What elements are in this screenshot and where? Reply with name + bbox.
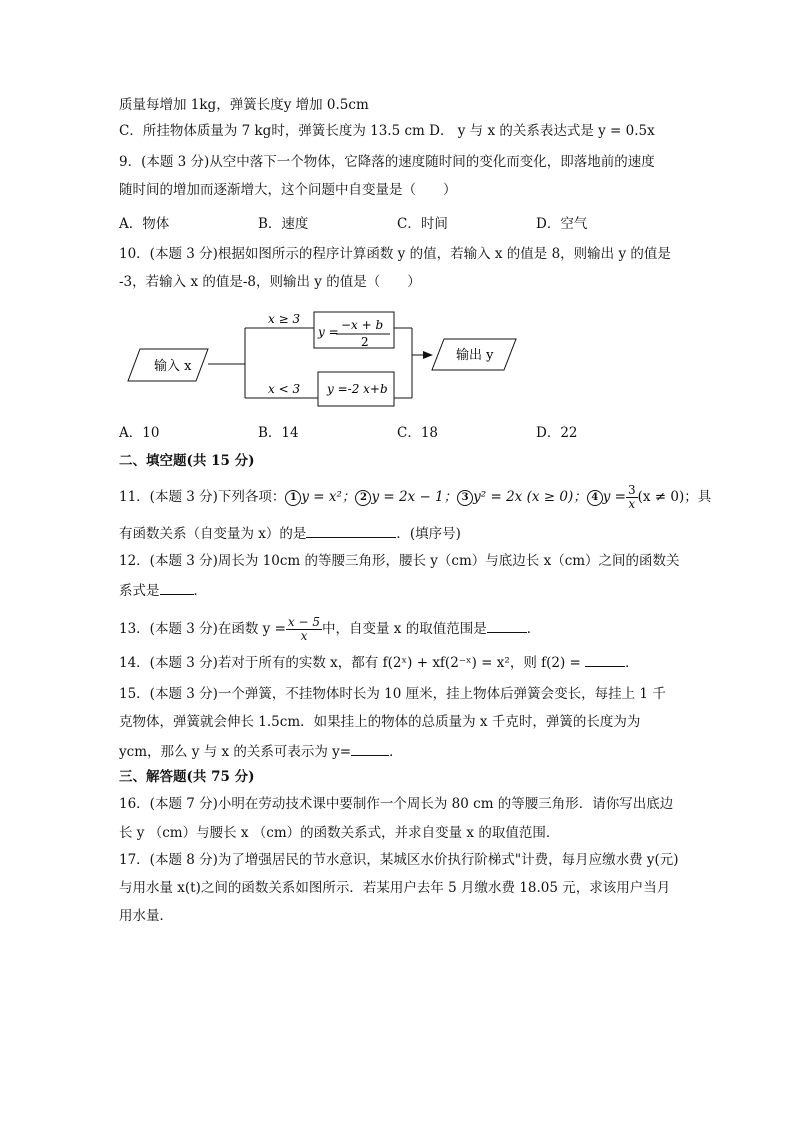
flow-input-label: 输入 x <box>154 359 192 374</box>
q13-fraction <box>286 616 322 643</box>
flow-arrow-head <box>423 351 433 359</box>
q14-text: 14．(本题 3 分)若对于所有的实数 x，都有 f(2ˣ) + xf(2⁻ˣ) = x²，则 f(2) = <box>119 655 581 671</box>
q13-denominator: x <box>300 629 308 643</box>
flow-formula-top-denominator: 2 <box>361 335 369 349</box>
q9-stem-line1: 9．(本题 3 分)从空中落下一个物体，它降落的速度随时间的变化而变化，即落地前的速度 <box>119 154 655 170</box>
q12-answer-blank[interactable] <box>160 580 194 595</box>
q13-answer-blank[interactable] <box>487 618 527 633</box>
q10-option-c: C．18 <box>397 425 439 441</box>
flow-condition-bottom: x < 3 <box>268 382 301 396</box>
q17-stem-line2: 与用水量 x(t)之间的函数关系如图所示．若某用户去年 5 月缴水费 18.05 元，求该用户当月 <box>119 880 671 896</box>
q10-stem-line2: -3，若输入 x 的值是-8，则输出 y 的值是（ ） <box>119 274 421 290</box>
q17-stem-line3: 用水量． <box>119 908 173 924</box>
q16-stem-line2: 长 y （cm）与腰长 x （cm）的函数关系式，并求自变量 x 的取值范围． <box>119 825 560 841</box>
q11-item-4-fraction <box>626 484 638 511</box>
q13-suffix: 中，自变量 x 的取值范围是 <box>322 621 487 637</box>
q15-stem-line2: 克物体，弹簧就会伸长 1.5cm．如果挂上的物体的总质量为 x 千克时，弹簧的长度为为 <box>119 714 641 730</box>
q12-line2-b: ． <box>193 583 207 599</box>
q11-item-4-lhs: y = <box>602 489 626 505</box>
q16-stem-line1: 16．(本题 7 分)小明在劳动技术课中要制作一个周长为 80 cm 的等腰三角形．请你写出底边 <box>119 796 674 812</box>
q11-line2-b: ．(填序号) <box>396 526 461 542</box>
q10-stem-line1: 10．(本题 3 分)根据如图所示的程序计算函数 y 的值，若输入 x 的值是 8，则输出 y 的值是 <box>119 246 671 262</box>
flow-condition-top: x ≥ 3 <box>268 312 301 326</box>
q11-circle-2: 2 <box>355 490 371 506</box>
q11-item-2: y = 2x − 1； <box>371 489 458 505</box>
q14-answer-blank[interactable] <box>585 652 625 667</box>
q13-prefix: 13．(本题 3 分)在函数 y = <box>119 621 286 637</box>
flow-output-label: 输出 y <box>456 348 494 363</box>
q15-stem-line1: 15．(本题 3 分)一个弹簧，不挂物体时长为 10 厘米，挂上物体后弹簧会变长，每挂上 1 千 <box>119 686 666 702</box>
flow-formula-top-lhs: y = <box>318 325 339 339</box>
section-fill-in-heading: 二、填空题(共 15 分) <box>119 453 255 469</box>
q13-end: ． <box>526 621 541 637</box>
q10-option-b: B．14 <box>258 425 299 441</box>
q9-stem-line2: 随时间的增加而逐渐增大，这个问题中自变量是（ ） <box>119 182 457 198</box>
q11-stem-line1 <box>119 484 711 511</box>
q17-stem-line1: 17．(本题 8 分)为了增强居民的节水意识，某城区水价执行阶梯式"计费，每月应缴水费 y(元) <box>119 852 679 868</box>
q13-stem <box>119 616 540 643</box>
q15-stem-line3 <box>119 741 403 762</box>
q8-options-cd: C．所挂物体质量为 7 kg时，弹簧长度为 13.5 cm D． y 与 x 的关系表达式是 y = 0.5x <box>119 123 655 139</box>
q11-item-4-numerator: 3 <box>627 483 636 497</box>
q11-answer-blank[interactable] <box>306 523 396 538</box>
q9-option-c: C．时间 <box>397 216 448 232</box>
q11-prefix: 11．(本题 3 分)下列各项： <box>119 489 286 505</box>
q11-item-1: y = x²； <box>301 489 356 505</box>
q11-circle-4: 4 <box>587 490 603 506</box>
flow-formula-bottom: y =-2 x+b <box>327 382 388 396</box>
q9-option-a: A．物体 <box>119 216 170 232</box>
q9-option-b: B．速度 <box>258 216 309 232</box>
q11-item-4-denominator: x <box>628 497 636 511</box>
q11-item-3: y² = 2x (x ≥ 0)； <box>473 489 587 505</box>
q15-answer-blank[interactable] <box>351 741 389 756</box>
q11-line2-a: 有函数关系（自变量为 x）的是 <box>119 526 307 542</box>
q13-numerator: x − 5 <box>287 615 320 629</box>
q12-line2-a: 系式是 <box>119 583 160 599</box>
q11-stem-line2 <box>119 523 461 544</box>
section-answer-heading: 三、解答题(共 75 分) <box>119 769 255 785</box>
q11-circle-3: 3 <box>457 490 473 506</box>
q15-line3-b: ． <box>389 744 403 760</box>
q9-option-d: D．空气 <box>536 216 588 232</box>
q15-line3-a: ycm，那么 y 与 x 的关系可表示为 y= <box>119 744 352 760</box>
q10-option-a: A．10 <box>119 425 160 441</box>
q12-stem-line1: 12．(本题 3 分)周长为 10cm 的等腰三角形，腰长 y（cm）与底边长 x（cm）之间的函数关 <box>119 553 680 569</box>
q14-end: ． <box>625 655 639 671</box>
q10-option-d: D．22 <box>536 425 578 441</box>
flow-formula-top-numerator: −x + b <box>341 318 384 332</box>
q14-stem <box>119 652 639 673</box>
q8-continuation: 质量每增加 1kg，弹簧长度y 增加 0.5cm <box>119 97 369 113</box>
q11-circle-1: 1 <box>285 490 301 506</box>
q11-item-4-rhs: (x ≠ 0)；具 <box>637 489 712 505</box>
q12-stem-line2 <box>119 580 207 601</box>
